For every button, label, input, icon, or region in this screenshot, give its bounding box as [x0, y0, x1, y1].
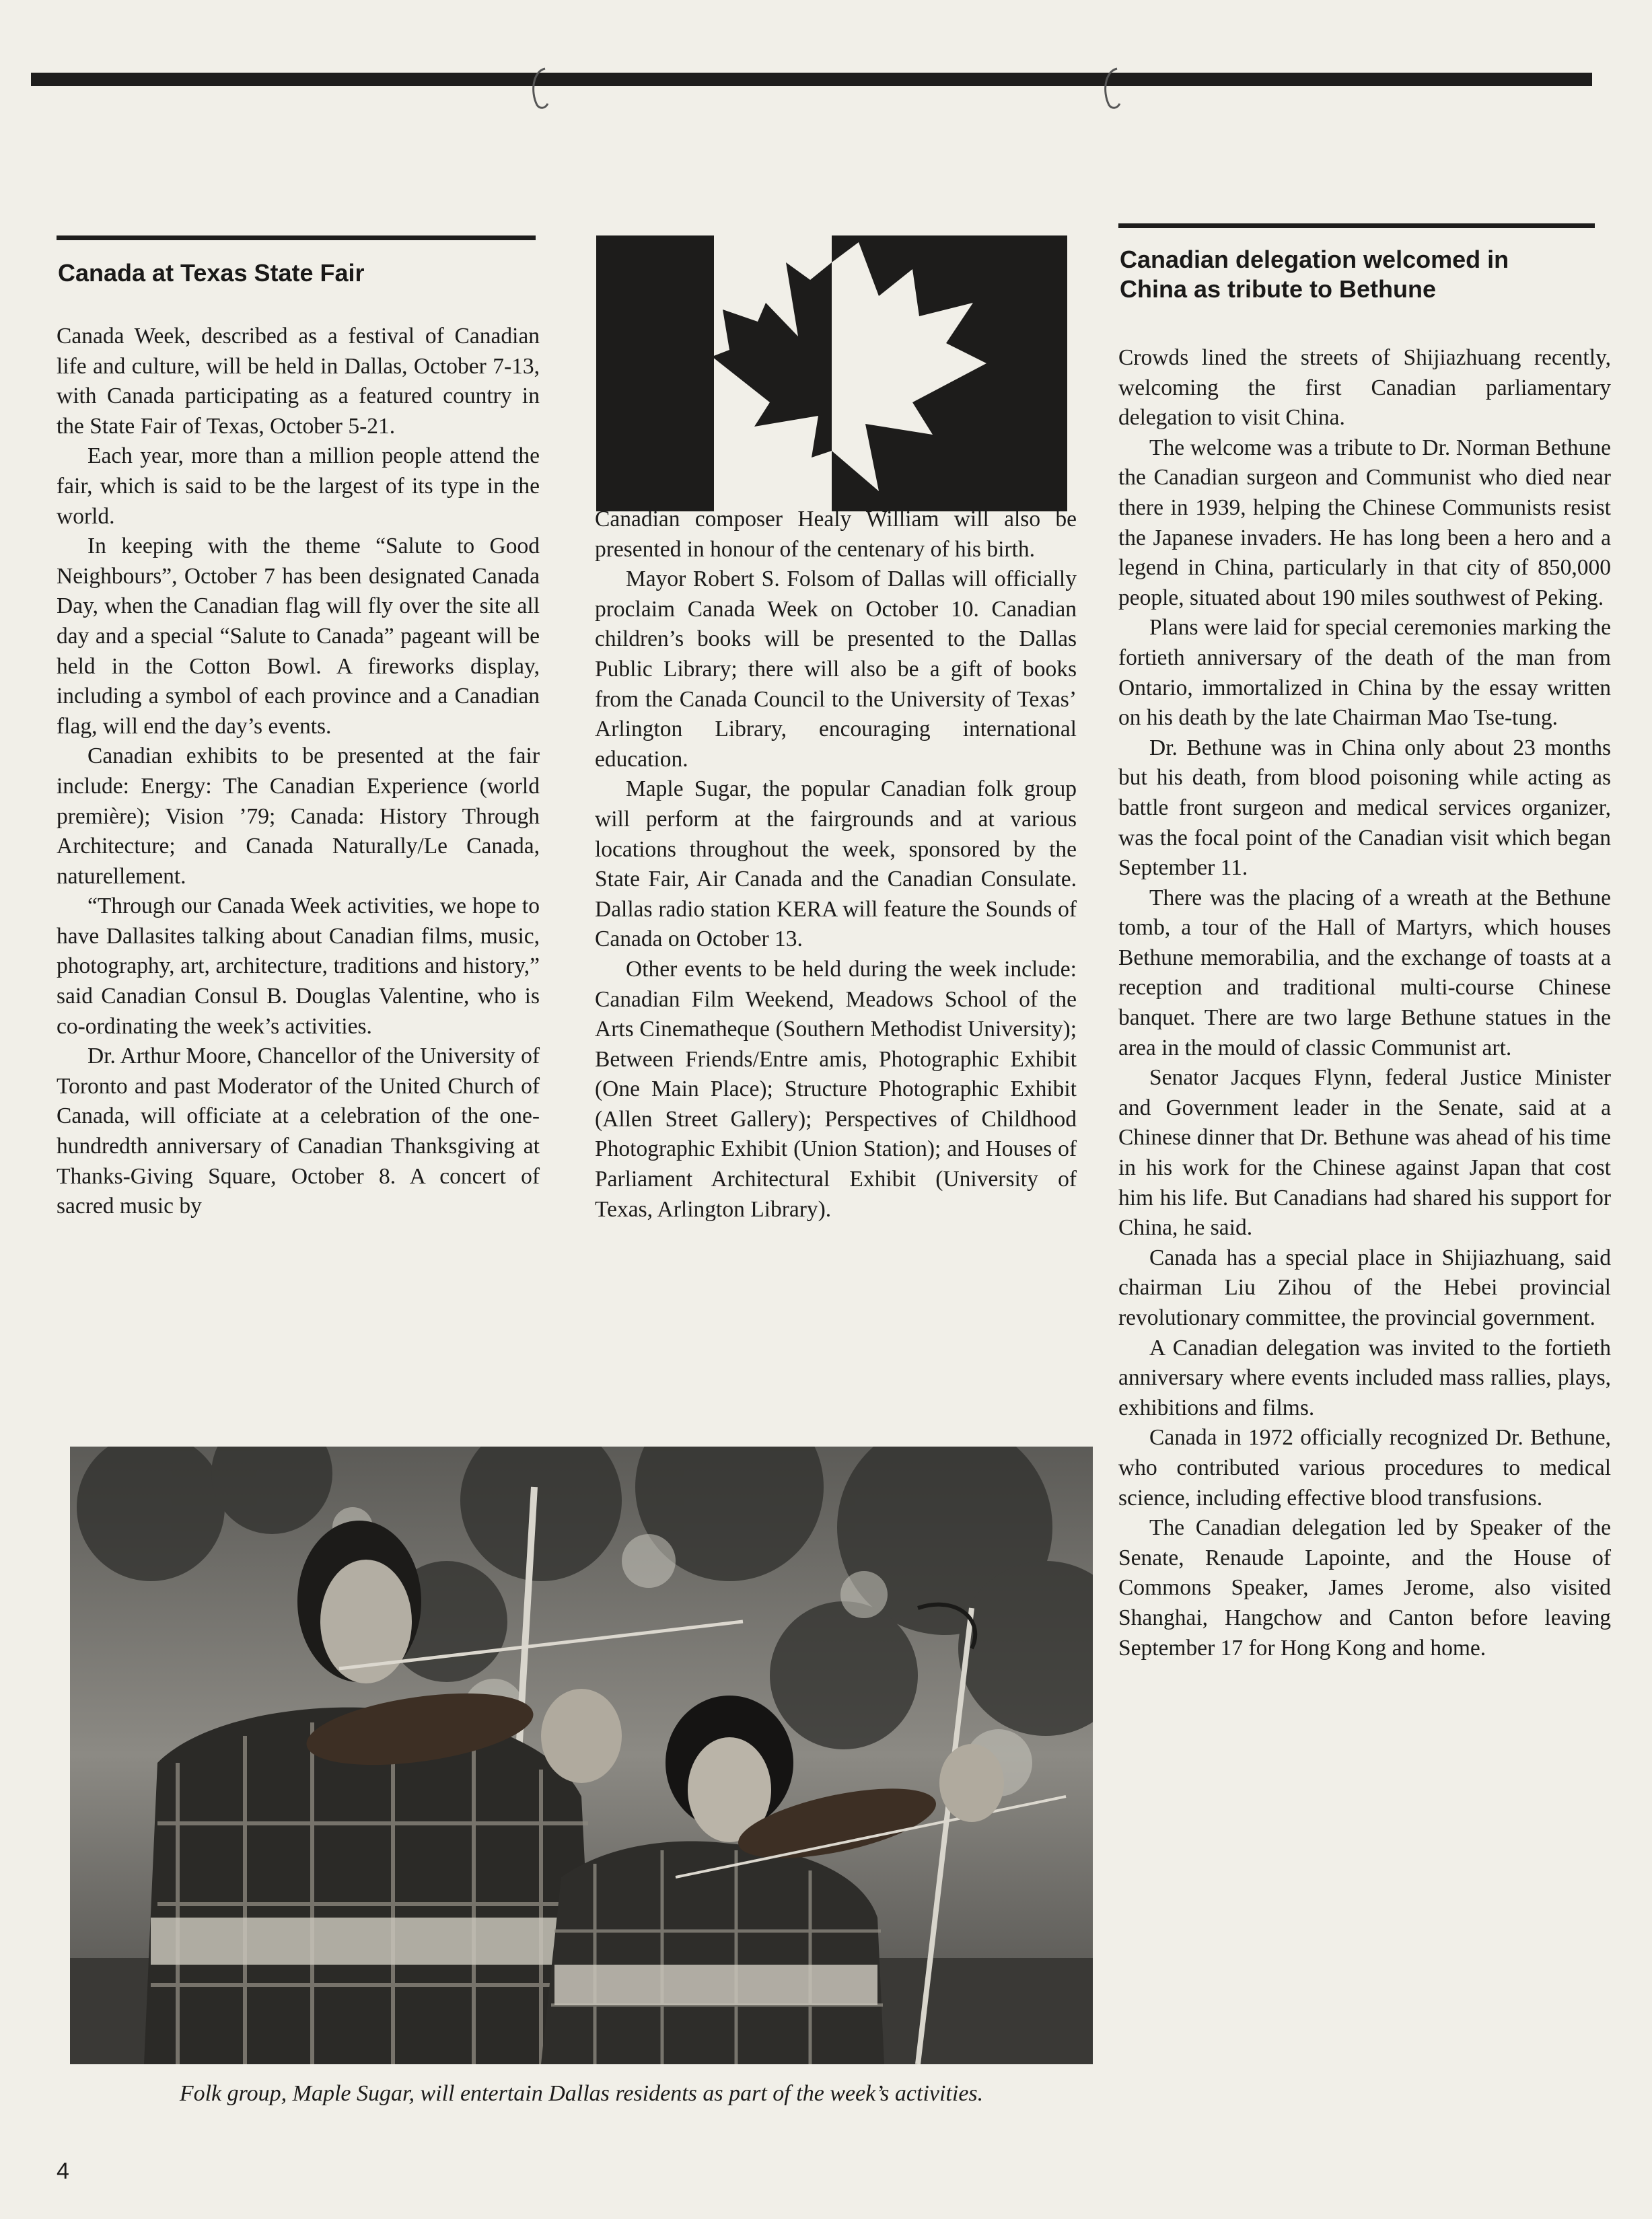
- left-column-rule: [57, 235, 536, 240]
- right-paragraph-4: Dr. Bethune was in China only about 23 months but his death, from blood poisoning while acting as battle front surgeon and medical services organizer, was the focal point of the Canadian visit which began September 11.: [1118, 735, 1611, 881]
- left-paragraph-4: Canadian exhibits to be presented at the fair include: Energy: The Canadian Experience (world première); Vision ’79; Canada: History Through Architecture; and Canada Naturally/Le Canada, naturellement.: [57, 743, 540, 889]
- right-column-rule: [1118, 223, 1595, 228]
- right-article-headline: [1120, 245, 1509, 304]
- left-paragraph-2: Each year, more than a million people attend the fair, which is said to be the largest of its type in the world.: [57, 443, 540, 529]
- binder-ring-right-icon: [1097, 65, 1132, 112]
- right-headline-line-1: Canadian delegation welcomed in: [1120, 246, 1509, 273]
- right-article-column: [1118, 343, 1611, 1663]
- right-paragraph-7: Canada has a special place in Shijiazhuang, said chairman Liu Zihou of the Hebei provincial revolutionary committee, the provincial government.: [1118, 1245, 1611, 1330]
- canadian-flag-logo: [596, 235, 1067, 511]
- middle-paragraph-1: Canadian composer Healy William will also be presented in honour of the centenary of his birth.: [595, 507, 1077, 562]
- left-paragraph-3: In keeping with the theme “Salute to Good Neighbours”, October 7 has been designated Canada Day, when the Canadian flag will fly over the site all day and a special “Salute to Canada” pageant will be held in the Cotton Bowl. A fireworks display, including a symbol of each province and a Canadian flag, will end the day’s events.: [57, 534, 540, 739]
- folk-group-photo: [70, 1447, 1093, 2064]
- middle-paragraph-4: Other events to be held during the week include: Canadian Film Weekend, Meadows School of the Arts Cinematheque (Southern Methodist University); Between Friends/Entre amis, Photographic Exhibit (One Main Place); Structure Photographic Exhibit (Allen Street Gallery); Perspectives of Childhood Photographic Exhibit (Union Station); and Houses of Parliament Architectural Exhibit (University of Texas, Arlington Library).: [595, 956, 1077, 1222]
- photo-caption: Folk group, Maple Sugar, will entertain Dallas residents as part of the week’s activities.: [179, 2081, 984, 2106]
- right-paragraph-10: The Canadian delegation led by Speaker of the Senate, Renaude Lapointe, and the House of Commons Speaker, James Jerome, also visited Shanghai, Hangchow and Canton before leaving September 17 for Hong Kong and home.: [1118, 1515, 1611, 1661]
- left-paragraph-1: Canada Week, described as a festival of Canadian life and culture, will be held in Dallas, October 7-13, with Canada participating as a featured country in the State Fair of Texas, October 5-21.: [57, 324, 540, 439]
- right-paragraph-3: Plans were laid for special ceremonies marking the fortieth anniversary of the death of the man from Ontario, immortalized in China by the essay written on his death by the late Chairman Mao Tse-tung.: [1118, 615, 1611, 731]
- left-article-continuation: [595, 505, 1077, 1225]
- left-paragraph-5: “Through our Canada Week activities, we hope to have Dallasites talking about Canadian films, music, photography, art, architecture, traditions and history,” said Canadian Consul B. Douglas Valentine, who is co-ordinating the week’s activities.: [57, 894, 540, 1039]
- right-headline-line-2: China as tribute to Bethune: [1120, 275, 1437, 303]
- header-rule: [31, 73, 1592, 86]
- left-article-column: [57, 322, 540, 1222]
- middle-paragraph-2: Mayor Robert S. Folsom of Dallas will officially proclaim Canada Week on October 10. Canadian children’s books will be presented to the Dallas Public Library; there will also be a gift of books from the Canada Council to the University of Texas’ Arlington Library, encouraging international education.: [595, 567, 1077, 772]
- right-paragraph-8: A Canadian delegation was invited to the fortieth anniversary where events included mass rallies, plays, exhibitions and films.: [1118, 1335, 1611, 1420]
- left-paragraph-6: Dr. Arthur Moore, Chancellor of the University of Toronto and past Moderator of the United Church of Canada, will officiate at a celebration of the one-hundredth anniversary of Canadian Thanksgiving at Thanks-Giving Square, October 8. A concert of sacred music by: [57, 1044, 540, 1219]
- right-paragraph-2: The welcome was a tribute to Dr. Norman Bethune the Canadian surgeon and Communist who died near there in 1939, helping the Chinese Communists resist the Japanese invaders. He has long been a hero and a legend in China, particularly in that city of 850,000 people, situated about 190 miles southwest of Peking.: [1118, 435, 1611, 610]
- right-paragraph-1: Crowds lined the streets of Shijiazhuang recently, welcoming the first Canadian parliamentary delegation to visit China.: [1118, 345, 1611, 431]
- right-paragraph-9: Canada in 1972 officially recognized Dr. Bethune, who contributed various procedures to medical science, including effective blood transfusions.: [1118, 1425, 1611, 1511]
- binder-ring-left-icon: [525, 65, 560, 112]
- right-paragraph-6: Senator Jacques Flynn, federal Justice Minister and Government leader in the Senate, said at a Chinese dinner that Dr. Bethune was ahead of his time in his work for the Chinese against Japan that cost him his life. But Canadians had shared his support for China, he said.: [1118, 1065, 1611, 1241]
- page-number: 4: [57, 2158, 69, 2184]
- folk-group-photo-image: [70, 1447, 1093, 2064]
- left-article-headline: Canada at Texas State Fair: [58, 259, 365, 287]
- middle-paragraph-3: Maple Sugar, the popular Canadian folk group will perform at the fairgrounds and at various locations throughout the week, sponsored by the State Fair, Air Canada and the Canadian Consulate. Dallas radio station KERA will feature the Sounds of Canada on October 13.: [595, 776, 1077, 952]
- right-paragraph-5: There was the placing of a wreath at the Bethune tomb, a tour of the Hall of Martyrs, which houses Bethune memorabilia, and the exchange of toasts at a reception and traditional multi-course Chinese banquet. There are two large Bethune statues in the area in the mould of classic Communist art.: [1118, 885, 1611, 1060]
